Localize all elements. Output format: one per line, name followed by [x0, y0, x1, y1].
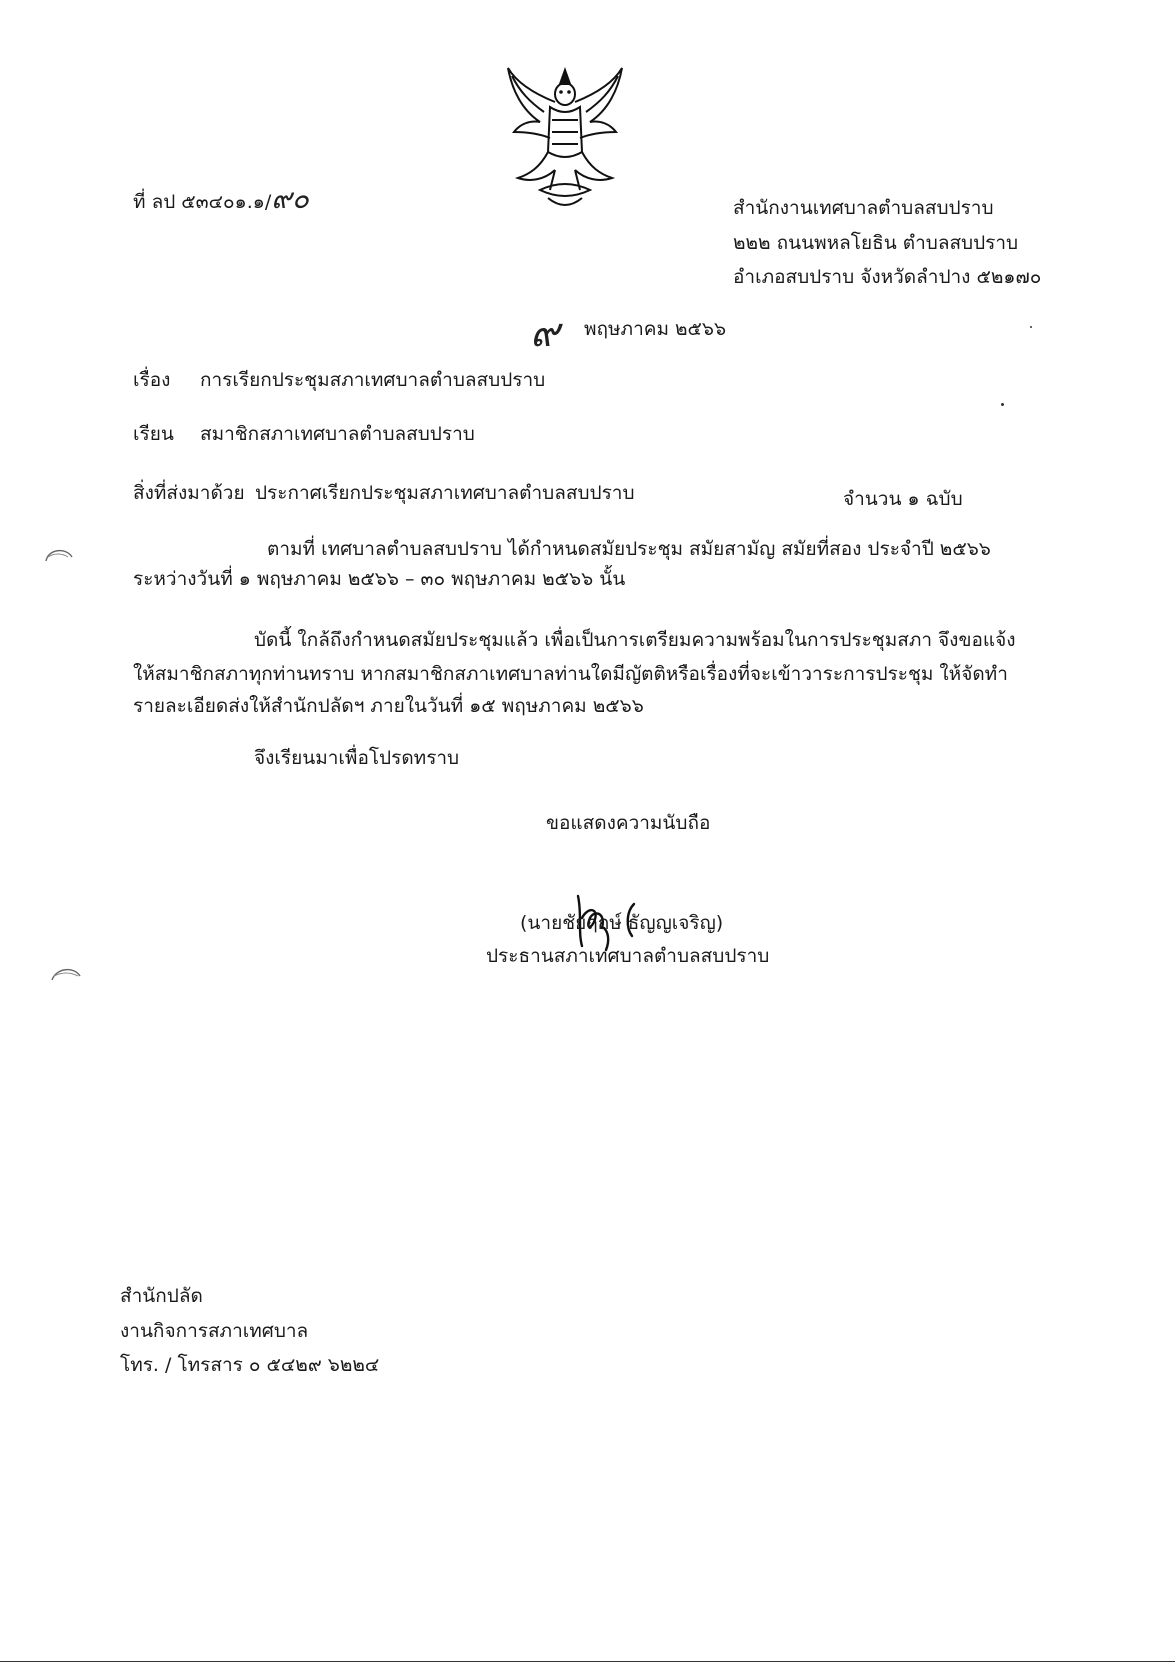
- enclosure-label: สิ่งที่ส่งมาด้วย: [133, 482, 245, 504]
- signatory-name: (นายชัยฤกษ์ ธัญญเจริญ): [520, 912, 724, 934]
- reference-number: [133, 182, 309, 215]
- punch-hole-mark: [40, 543, 76, 583]
- body-p2-line3: รายละเอียดส่งให้สำนักปลัดฯ ภายในวันที่ ๑๕ พฤษภาคม ๒๕๖๖: [133, 695, 644, 717]
- enclosure-quantity: จำนวน ๑ ฉบับ: [843, 488, 963, 510]
- body-p1-line1: ตามที่ เทศบาลตำบลสบปราบ ได้กำหนดสมัยประชุม สมัยสามัญ สมัยที่สอง ประจำปี ๒๕๖๖: [267, 538, 991, 560]
- scan-speck: [1001, 403, 1004, 406]
- scan-speck: [1030, 326, 1032, 328]
- subject-label: เรื่อง: [133, 369, 171, 391]
- salutation: ขอแสดงความนับถือ: [546, 812, 711, 834]
- footer-phone: โทร. / โทรสาร ๐ ๕๔๒๙ ๖๒๒๔: [120, 1354, 380, 1376]
- body-p2-line2: ให้สมาชิกสภาทุกท่านทราบ หากสมาชิกสภาเทศบาลท่านใดมีญัตติหรือเรื่องที่จะเข้าวาระการประชุม ให้จัดทำ: [133, 663, 1008, 685]
- closing-line: จึงเรียนมาเพื่อโปรดทราบ: [254, 747, 460, 769]
- page-bottom-rule: [0, 1661, 1175, 1662]
- footer-department: สำนักปลัด: [120, 1285, 203, 1307]
- footer-unit: งานกิจการสภาเทศบาล: [120, 1320, 309, 1342]
- date-day-handwritten: ๙: [530, 310, 560, 356]
- body-p2-line1: บัดนี้ ใกล้ถึงกำหนดสมัยประชุมแล้ว เพื่อเป็นการเตรียมความพร้อมในการประชุมสภา จึงขอแจ้ง: [254, 629, 1016, 651]
- reference-handwritten-number: ๙๐: [271, 182, 309, 215]
- sender-line-3: อำเภอสบปราบ จังหวัดลำปาง ๕๒๑๗๐: [733, 266, 1042, 288]
- reference-prefix: ที่ ลป ๕๓๔๐๑.๑/: [133, 191, 272, 213]
- subject-text: การเรียกประชุมสภาเทศบาลตำบลสบปราบ: [200, 369, 546, 391]
- signatory-position: ประธานสภาเทศบาลตำบลสบปราบ: [486, 945, 770, 967]
- recipient-label: เรียน: [133, 423, 174, 445]
- sender-line-2: ๒๒๒ ถนนพหลโยธิน ตำบลสบปราบ: [733, 232, 1019, 254]
- body-p1-line2: ระหว่างวันที่ ๑ พฤษภาคม ๒๕๖๖ – ๓๐ พฤษภาคม ๒๕๖๖ นั้น: [133, 568, 626, 590]
- sender-line-1: สำนักงานเทศบาลตำบลสบปราบ: [733, 197, 994, 219]
- recipient-text: สมาชิกสภาเทศบาลตำบลสบปราบ: [200, 423, 475, 445]
- punch-hole-mark: [48, 962, 84, 1002]
- enclosure-text: ประกาศเรียกประชุมสภาเทศบาลตำบลสบปราบ: [255, 482, 635, 504]
- date-month-year: พฤษภาคม ๒๕๖๖: [584, 318, 727, 340]
- garuda-emblem: [500, 62, 630, 212]
